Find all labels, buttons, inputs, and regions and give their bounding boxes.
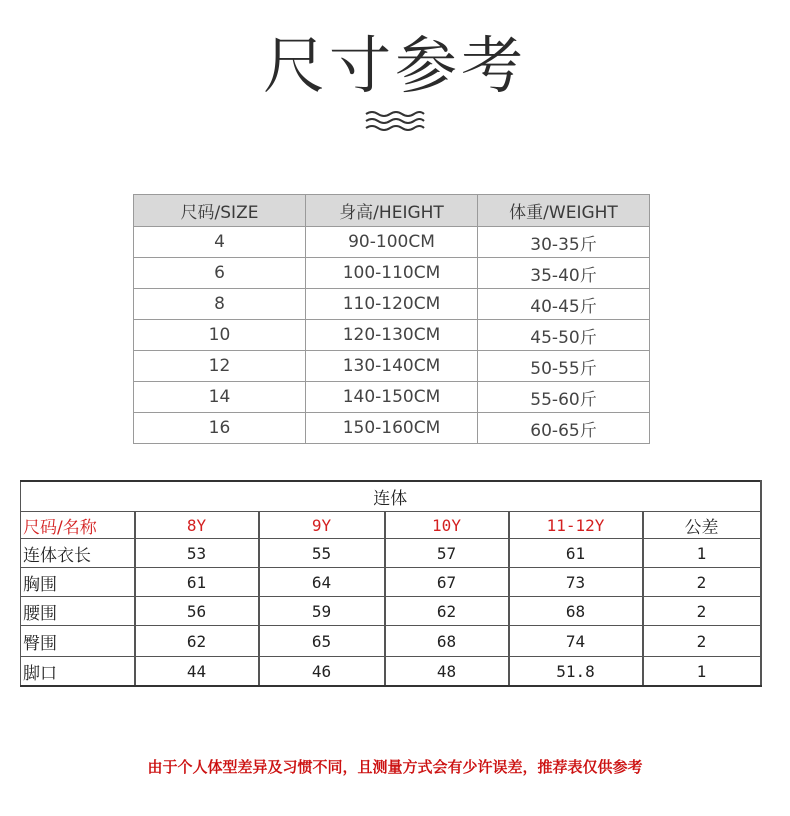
- value-cell: 68: [385, 626, 509, 657]
- height-cell: 90-100CM: [306, 227, 478, 258]
- column-header: 身高/HEIGHT: [306, 195, 478, 227]
- height-cell: 110-120CM: [306, 289, 478, 320]
- height-cell: 140-150CM: [306, 382, 478, 413]
- height-cell: 100-110CM: [306, 258, 478, 289]
- column-header: 8Y: [135, 512, 259, 539]
- wave-decoration-icon: [364, 110, 426, 132]
- value-cell: 57: [385, 539, 509, 568]
- column-header: 尺码/SIZE: [134, 195, 306, 227]
- disclaimer-note: 由于个人体型差异及习惯不同，且测量方式会有少许误差，推荐表仅供参考: [147, 758, 643, 776]
- size-cell: 6: [134, 258, 306, 289]
- row-label: 脚口: [21, 657, 135, 687]
- page-title: 尺寸参考: [262, 29, 527, 102]
- value-cell: 64: [259, 568, 385, 597]
- table-row: [134, 227, 650, 258]
- height-cell: 130-140CM: [306, 351, 478, 382]
- measurement-table: [20, 480, 762, 687]
- column-header: 9Y: [259, 512, 385, 539]
- value-cell: 65: [259, 626, 385, 657]
- weight-cell: 35-40斤: [478, 258, 650, 289]
- value-cell: 53: [135, 539, 259, 568]
- column-header: 10Y: [385, 512, 509, 539]
- table-row: [134, 289, 650, 320]
- size-table-header: [134, 195, 650, 227]
- table-caption: 连体: [21, 481, 761, 512]
- weight-cell: 60-65斤: [478, 413, 650, 444]
- height-cell: 120-130CM: [306, 320, 478, 351]
- value-cell: 2: [643, 626, 761, 657]
- row-label: 连体衣长: [21, 539, 135, 568]
- table-row: [134, 258, 650, 289]
- row-label: 腰围: [21, 597, 135, 626]
- value-cell: 62: [135, 626, 259, 657]
- column-header: 11-12Y: [509, 512, 643, 539]
- measurement-header-row: [21, 512, 761, 539]
- value-cell: 61: [135, 568, 259, 597]
- table-row: [134, 413, 650, 444]
- row-label: 胸围: [21, 568, 135, 597]
- value-cell: 46: [259, 657, 385, 687]
- size-cell: 4: [134, 227, 306, 258]
- table-row: [21, 657, 761, 687]
- value-cell: 1: [643, 657, 761, 687]
- value-cell: 48: [385, 657, 509, 687]
- value-cell: 61: [509, 539, 643, 568]
- row-label: 臀围: [21, 626, 135, 657]
- value-cell: 2: [643, 597, 761, 626]
- value-cell: 62: [385, 597, 509, 626]
- value-cell: 68: [509, 597, 643, 626]
- value-cell: 73: [509, 568, 643, 597]
- table-row: [21, 626, 761, 657]
- table-row: [134, 351, 650, 382]
- value-cell: 59: [259, 597, 385, 626]
- table-row: [134, 320, 650, 351]
- weight-cell: 55-60斤: [478, 382, 650, 413]
- weight-cell: 45-50斤: [478, 320, 650, 351]
- weight-cell: 40-45斤: [478, 289, 650, 320]
- value-cell: 55: [259, 539, 385, 568]
- size-cell: 10: [134, 320, 306, 351]
- weight-cell: 30-35斤: [478, 227, 650, 258]
- size-cell: 16: [134, 413, 306, 444]
- value-cell: 2: [643, 568, 761, 597]
- value-cell: 1: [643, 539, 761, 568]
- weight-cell: 50-55斤: [478, 351, 650, 382]
- table-row: [21, 568, 761, 597]
- value-cell: 51.8: [509, 657, 643, 687]
- value-cell: 44: [135, 657, 259, 687]
- table-row: [134, 382, 650, 413]
- size-cell: 14: [134, 382, 306, 413]
- size-reference-table: [133, 194, 650, 444]
- table-caption-row: [21, 481, 761, 512]
- column-header: 尺码/名称: [21, 512, 135, 539]
- size-cell: 12: [134, 351, 306, 382]
- value-cell: 74: [509, 626, 643, 657]
- table-row: [21, 539, 761, 568]
- height-cell: 150-160CM: [306, 413, 478, 444]
- size-cell: 8: [134, 289, 306, 320]
- value-cell: 56: [135, 597, 259, 626]
- column-header: 体重/WEIGHT: [478, 195, 650, 227]
- value-cell: 67: [385, 568, 509, 597]
- column-header: 公差: [643, 512, 761, 539]
- table-row: [21, 597, 761, 626]
